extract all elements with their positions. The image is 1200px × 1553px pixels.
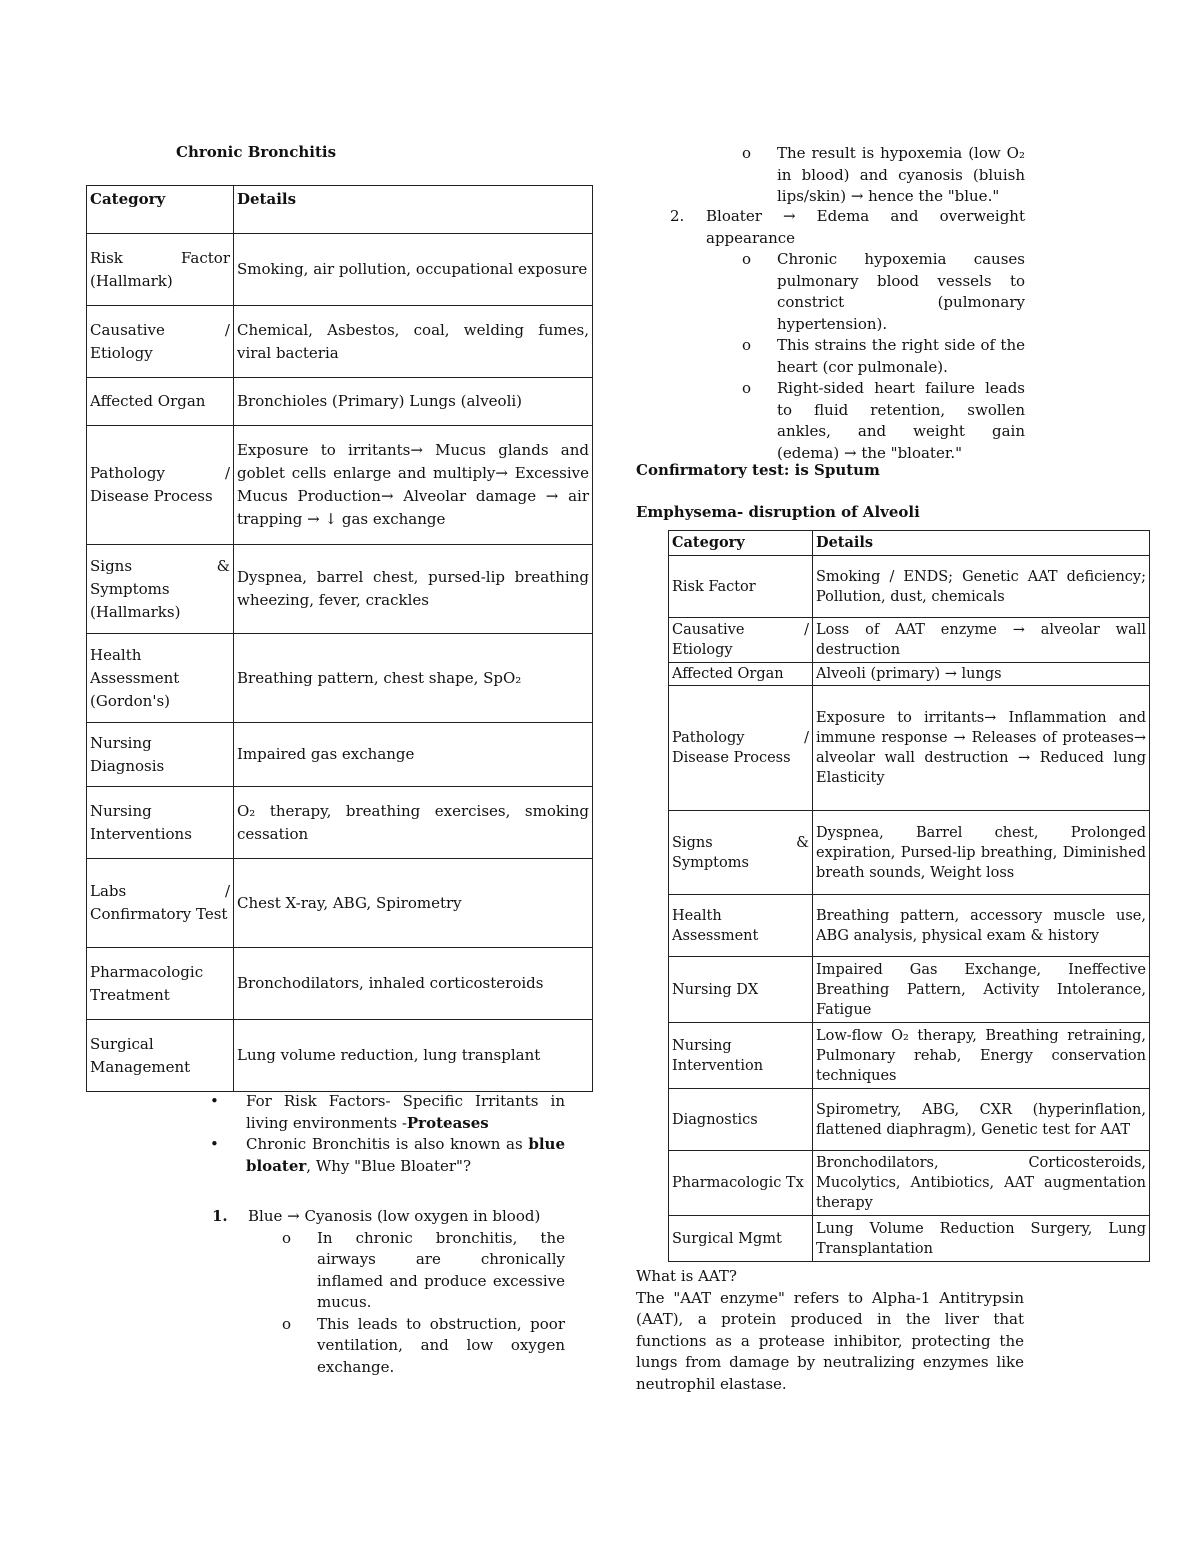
table-row <box>669 1089 1150 1151</box>
row-category: Health Assessment (Gordon's) <box>87 634 234 723</box>
row-details: Loss of AAT enzyme → alveolar wall destruction <box>813 618 1150 663</box>
row-details: Spirometry, ABG, CXR (hyperinflation, flattened diaphragm), Genetic test for AAT <box>813 1089 1150 1151</box>
sub-item <box>282 1314 565 1379</box>
sub-marker: o <box>742 336 752 354</box>
bullet-item <box>210 1091 565 1134</box>
table-row <box>669 895 1150 957</box>
bullet-marker: • <box>210 1135 219 1153</box>
row-details: Smoking, air pollution, occupational exposure <box>234 234 593 306</box>
numbered-text: Bloater → Edema and overweight appearance <box>706 207 1025 247</box>
table-row <box>87 787 593 859</box>
header-details: Details <box>813 531 1150 556</box>
bullet-tail: , Why "Blue Bloater"? <box>306 1156 471 1175</box>
sub-text: In chronic bronchitis, the airways are chronically inflamed and produce excessive mucus. <box>317 1228 565 1311</box>
table-row <box>87 1020 593 1092</box>
table-row <box>87 426 593 545</box>
confirmatory-value: is Sputum <box>789 461 880 479</box>
aat-section <box>636 1266 1024 1395</box>
sub-list <box>670 249 1025 464</box>
sub-marker: o <box>282 1314 292 1333</box>
row-category: Causative / Etiology <box>669 618 813 663</box>
sub-item <box>742 143 1025 208</box>
header-details: Details <box>234 186 593 234</box>
chronic-bronchitis-title: Chronic Bronchitis <box>176 143 337 161</box>
numbered-item-bloater <box>670 206 1025 464</box>
emphysema-table <box>668 530 1150 1262</box>
numbered-text: Blue → Cyanosis (low oxygen in blood) <box>248 1207 541 1225</box>
table-header-row <box>87 186 593 234</box>
sub-item <box>742 335 1025 378</box>
row-details: Bronchodilators, Corticosteroids, Mucolytics, Antibiotics, AAT augmentation therapy <box>813 1151 1150 1216</box>
row-details: Smoking / ENDS; Genetic AAT deficiency; Pollution, dust, chemicals <box>813 556 1150 618</box>
numbered-line <box>670 206 1025 249</box>
row-category: Nursing DX <box>669 957 813 1023</box>
table-row <box>87 859 593 948</box>
row-details: Breathing pattern, accessory muscle use, ABG analysis, physical exam & history <box>813 895 1150 957</box>
row-details: Impaired Gas Exchange, Ineffective Breathing Pattern, Activity Intolerance, Fatigue <box>813 957 1150 1023</box>
sub-text: The result is hypoxemia (low O₂ in blood) and cyanosis (bluish lips/skin) → hence the "blue." <box>777 144 1025 205</box>
number-marker: 1. <box>212 1207 228 1225</box>
sub-marker: o <box>742 250 752 268</box>
number-marker: 2. <box>670 207 685 225</box>
sub-list <box>212 1228 565 1379</box>
numbered-item-blue <box>212 1206 565 1378</box>
confirmatory-test <box>636 461 880 479</box>
confirmatory-label: Confirmatory test: <box>636 461 790 479</box>
sub-marker: o <box>742 144 752 162</box>
row-details: Breathing pattern, chest shape, SpO₂ <box>234 634 593 723</box>
row-category: Pharmacologic Treatment <box>87 948 234 1020</box>
row-category: Surgical Management <box>87 1020 234 1092</box>
row-details: Lung Volume Reduction Surgery, Lung Transplantation <box>813 1216 1150 1262</box>
bullet-bold: Proteases <box>406 1113 489 1132</box>
row-details: Impaired gas exchange <box>234 723 593 787</box>
sub-item <box>742 378 1025 464</box>
row-category: Pathology / Disease Process <box>669 686 813 811</box>
table-row <box>669 957 1150 1023</box>
row-category: Nursing Intervention <box>669 1023 813 1089</box>
row-category: Risk Factor (Hallmark) <box>87 234 234 306</box>
row-details: Low-flow O₂ therapy, Breathing retraining, Pulmonary rehab, Energy conservation techniques <box>813 1023 1150 1089</box>
row-category: Signs & Symptoms (Hallmarks) <box>87 545 234 634</box>
bullet-list <box>210 1091 565 1177</box>
table-row <box>669 1216 1150 1262</box>
numbered-line <box>212 1206 565 1228</box>
sub-item <box>282 1228 565 1314</box>
row-category: Surgical Mgmt <box>669 1216 813 1262</box>
row-details: Bronchioles (Primary) Lungs (alveoli) <box>234 378 593 426</box>
row-details: Bronchodilators, inhaled corticosteroids <box>234 948 593 1020</box>
row-category: Health Assessment <box>669 895 813 957</box>
row-category: Nursing Diagnosis <box>87 723 234 787</box>
sub-text: This strains the right side of the heart (cor pulmonale). <box>777 336 1025 376</box>
aat-explanation: The "AAT enzyme" refers to Alpha-1 Antitrypsin (AAT), a protein produced in the liver that functions as a protease inhibitor, protecting the lungs from damage by neutralizing enzymes like neutrophil elastase. <box>636 1288 1024 1393</box>
row-category: Risk Factor <box>669 556 813 618</box>
bullet-text: For Risk Factors- Specific Irritants in living environments - <box>246 1092 565 1132</box>
row-details: Lung volume reduction, lung transplant <box>234 1020 593 1092</box>
row-details: O₂ therapy, breathing exercises, smoking cessation <box>234 787 593 859</box>
bullet-bold: blue bloater <box>246 1135 565 1175</box>
table-row <box>669 686 1150 811</box>
table-row <box>87 234 593 306</box>
table-row <box>669 556 1150 618</box>
chronic-bronchitis-table <box>86 185 593 1092</box>
header-category: Category <box>669 531 813 556</box>
row-details: Exposure to irritants→ Mucus glands and goblet cells enlarge and multiply→ Excessive Mucus Production→ Alveolar damage → air trapping → ↓ gas exchange <box>234 426 593 545</box>
row-details: Dyspnea, Barrel chest, Prolonged expiration, Pursed-lip breathing, Diminished breath sounds, Weight loss <box>813 811 1150 895</box>
table-row <box>87 545 593 634</box>
row-category: Signs & Symptoms <box>669 811 813 895</box>
row-details: Exposure to irritants→ Inflammation and immune response → Releases of proteases→ alveolar wall destruction → Reduced lung Elasticity <box>813 686 1150 811</box>
sub-marker: o <box>742 379 752 397</box>
table-row <box>669 618 1150 663</box>
row-details: Dyspnea, barrel chest, pursed-lip breathing wheezing, fever, crackles <box>234 545 593 634</box>
table-row <box>87 378 593 426</box>
table-row <box>87 306 593 378</box>
bullet-marker: • <box>210 1092 219 1110</box>
continued-sub-list <box>742 143 1025 208</box>
table-row <box>87 723 593 787</box>
row-category: Diagnostics <box>669 1089 813 1151</box>
table-row <box>669 1023 1150 1089</box>
sub-text: This leads to obstruction, poor ventilation, and low oxygen exchange. <box>317 1314 565 1376</box>
row-category: Affected Organ <box>669 663 813 686</box>
emphysema-title: Emphysema- disruption of Alveoli <box>636 503 920 521</box>
table-header-row <box>669 531 1150 556</box>
row-category: Causative / Etiology <box>87 306 234 378</box>
row-details: Alveoli (primary) → lungs <box>813 663 1150 686</box>
sub-text: Chronic hypoxemia causes pulmonary blood vessels to constrict (pulmonary hypertension). <box>777 250 1025 333</box>
aat-question: What is AAT? <box>636 1267 737 1285</box>
sub-item <box>742 249 1025 335</box>
table-row <box>669 663 1150 686</box>
row-details: Chemical, Asbestos, coal, welding fumes, viral bacteria <box>234 306 593 378</box>
row-category: Nursing Interventions <box>87 787 234 859</box>
row-category: Pharmacologic Tx <box>669 1151 813 1216</box>
row-details: Chest X-ray, ABG, Spirometry <box>234 859 593 948</box>
row-category: Labs / Confirmatory Test <box>87 859 234 948</box>
bullet-item <box>210 1134 565 1177</box>
row-category: Affected Organ <box>87 378 234 426</box>
table-row <box>87 948 593 1020</box>
row-category: Pathology / Disease Process <box>87 426 234 545</box>
bullet-text: Chronic Bronchitis is also known as <box>246 1135 529 1153</box>
sub-marker: o <box>282 1228 292 1247</box>
sub-text: Right-sided heart failure leads to fluid retention, swollen ankles, and weight gain (edema) → the "bloater." <box>777 379 1025 462</box>
table-row <box>87 634 593 723</box>
table-row <box>669 811 1150 895</box>
header-category: Category <box>87 186 234 234</box>
table-row <box>669 1151 1150 1216</box>
